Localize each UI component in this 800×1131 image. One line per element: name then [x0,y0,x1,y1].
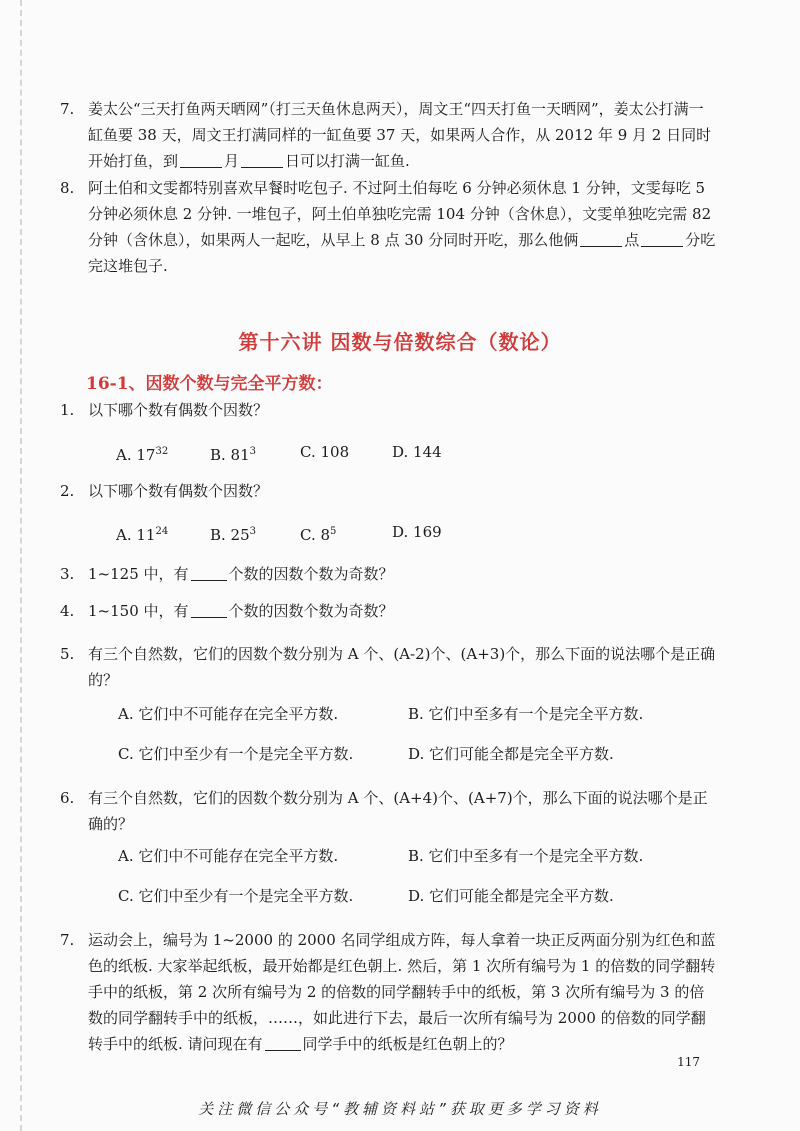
problem-text: 阿土伯和文雯都特别喜欢早餐时吃包子. 不过阿土伯每吃 6 分钟必须休息 1 分钟，文雯每吃 5 分钟必须休息 2 分钟. 一堆包子，阿土伯单独吃完需 104 分钟（含休息），文雯单独吃完需 82 分钟（含休息），如果两人一起吃，从早上 8 点 30 分同时开吃，那么他俩 点 分吃完这堆包子. [88,179,716,275]
problem-number: 8. [60,179,75,197]
option-d[interactable]: D. 144 [392,443,442,461]
question-7 [60,927,718,1057]
problem-number: 1. [60,401,75,419]
option-c[interactable]: C. $8^5$ [300,526,337,544]
problem-text: 以下哪个数有偶数个因数？ [88,482,269,500]
problem-text: 有三个自然数，它们的因数个数分别为 A 个、(A-2)个、(A+3)个，那么下面的说法哪个是正确的？ [88,645,716,689]
question-5-options [118,703,718,783]
question-6-options [118,845,718,925]
option-d[interactable]: D. 169 [392,523,442,541]
answer-blank[interactable] [265,1034,301,1051]
option-b[interactable]: B. $81^3$ [210,446,257,464]
answer-blank[interactable] [180,151,222,168]
option-a[interactable]: A. 它们中不可能存在完全平方数. [118,847,339,865]
problem-text: 运动会上，编号为 1~2000 的 2000 名同学组成方阵，每人拿着一块正反两面分别为红色和蓝色的纸板. 大家举起纸板，最开始都是红色朝上. 然后，第 1 次所有编号为 1 的倍数的同学翻转手中的纸板，第 2 次所有编号为 2 的倍数的同学翻转手中的纸板，第 3 次所有编号为 3 的倍数的同学翻转手中的纸板，……，如此进行下去，最后一次所有编号为 2000 的倍数的同学翻转手中的纸板. 请问现在有 同学手中的纸板是红色朝上的？ [88,931,716,1053]
page-number: 117 [677,1055,700,1069]
footer-note: 关注微信公众号“教辅资料站”获取更多学习资料 [198,1100,602,1118]
problem-text: 以下哪个数有偶数个因数？ [88,401,269,419]
problem-number: 7. [60,100,75,118]
option-d[interactable]: D. 它们可能全都是完全平方数. [408,745,614,763]
option-a[interactable]: A. $17^{32}$ [116,446,169,464]
option-b[interactable]: B. $25^3$ [210,526,257,544]
answer-blank[interactable] [241,151,283,168]
problem-text: 姜太公“三天打鱼两天晒网”（打三天鱼休息两天），周文王“四天打鱼一天晒网”，姜太公打满一缸鱼要 38 天，周文王打满同样的一缸鱼要 37 天，如果两人合作，从 2012 年 9 月 2 日同时开始打鱼，到 月 日可以打满一缸鱼. [88,100,712,170]
answer-blank[interactable] [641,230,683,247]
lecture-title: 第十六讲 因数与倍数综合（数论） [238,330,562,354]
question-3 [60,561,718,587]
problem-number: 7. [60,931,75,949]
answer-blank[interactable] [191,564,227,581]
problem-number: 2. [60,482,75,500]
option-d[interactable]: D. 它们可能全都是完全平方数. [408,887,614,905]
problem-number: 6. [60,789,75,807]
problem-number: 4. [60,602,75,620]
question-5 [60,641,718,693]
question-6 [60,785,718,837]
option-b[interactable]: B. 它们中至多有一个是完全平方数. [408,847,644,865]
option-c[interactable]: C. 它们中至少有一个是完全平方数. [118,745,354,763]
problem-number: 5. [60,645,75,663]
option-b[interactable]: B. 它们中至多有一个是完全平方数. [408,705,644,723]
problem-8-buns [60,175,718,279]
problem-7-fishing [60,96,718,174]
question-4 [60,598,718,624]
question-1 [60,397,718,423]
option-c[interactable]: C. 它们中至少有一个是完全平方数. [118,887,354,905]
problem-text: 1~150 中，有 个数的因数个数为奇数？ [88,602,394,620]
binding-margin-line [20,0,22,1131]
question-2 [60,478,718,504]
problem-number: 3. [60,565,75,583]
option-c[interactable]: C. 108 [300,443,350,461]
problem-text: 有三个自然数，它们的因数个数分别为 A 个、(A+4)个、(A+7)个，那么下面的说法哪个是正确的？ [88,789,708,833]
option-a[interactable]: A. 它们中不可能存在完全平方数. [118,705,339,723]
answer-blank[interactable] [191,601,227,618]
section-heading: 16-1、因数个数与完全平方数： [86,374,333,394]
option-a[interactable]: A. $11^{24}$ [116,526,169,544]
problem-text: 1~125 中，有 个数的因数个数为奇数？ [88,565,394,583]
answer-blank[interactable] [580,230,622,247]
